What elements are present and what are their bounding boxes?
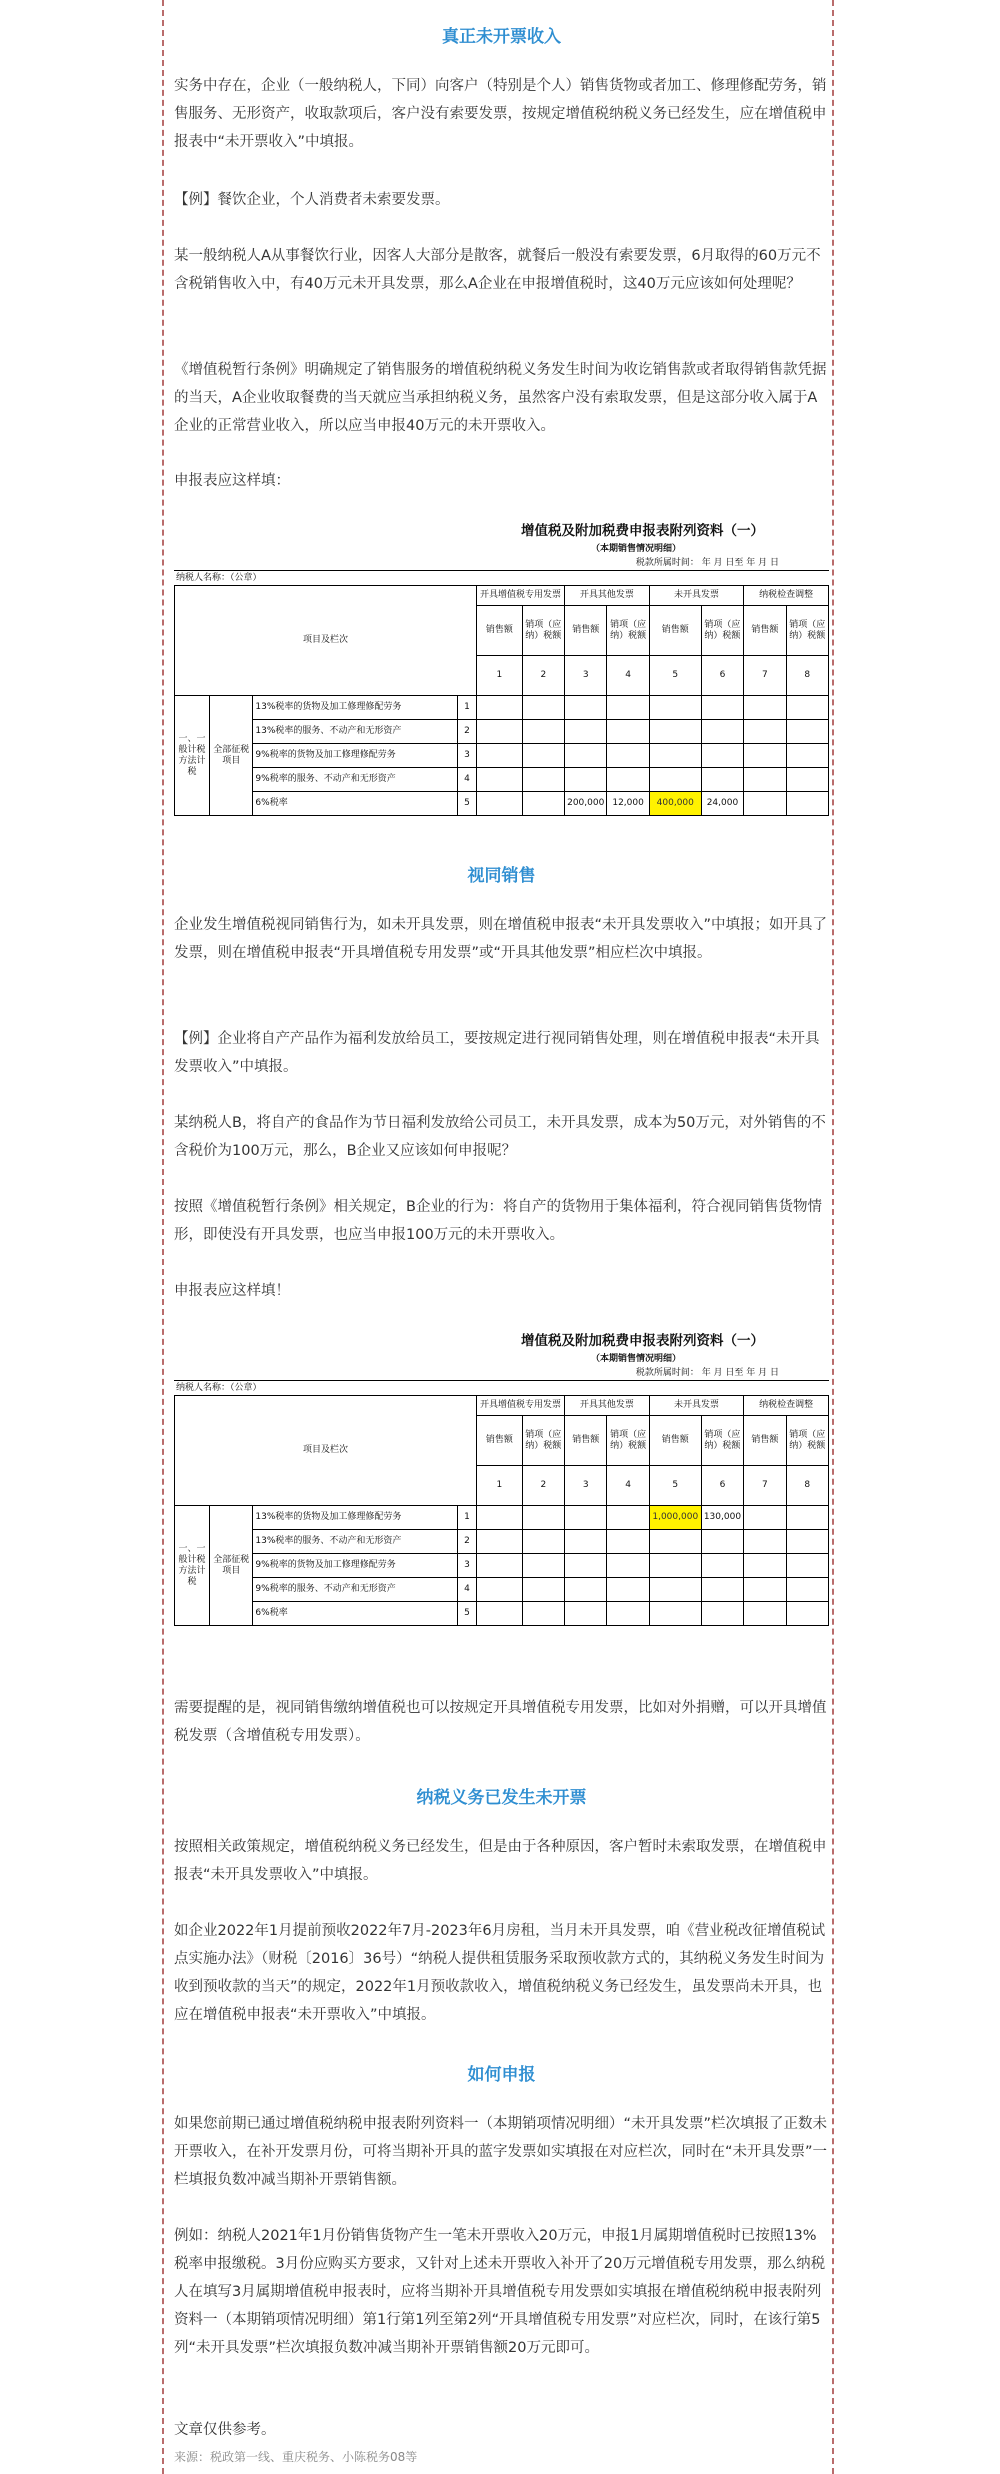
col-num: 8 xyxy=(786,656,828,696)
col-sub: 销项（应纳）税额 xyxy=(607,606,649,656)
col-group: 未开具发票 xyxy=(649,1396,743,1416)
row-name: 6%税率 xyxy=(253,792,458,816)
row-name: 13%税率的服务、不动产和无形资产 xyxy=(253,1530,458,1554)
paragraph: 某纳税人B，将自产的食品作为节日福利发放给公司员工，未开具发票，成本为50万元，对外销售的不含税价为100万元，那么，B企业又应该如何申报呢？ xyxy=(174,1115,826,1159)
col-group: 开具其他发票 xyxy=(565,586,650,606)
paragraph: 按照《增值税暂行条例》相关规定，B企业的行为：将自产的货物用于集体福利，符合视同销售货物情形，即使没有开具发票，也应当申报100万元的未开票收入。 xyxy=(174,1199,822,1243)
form-payer: 纳税人名称：（公章） xyxy=(174,570,829,585)
paragraph: 【例】企业将自产产品作为福利发放给员工，要按规定进行视同销售处理，则在增值税申报表“未开具发票收入”中填报。 xyxy=(174,1031,820,1075)
cell-value-highlight: 400,000 xyxy=(649,792,701,816)
row-no: 5 xyxy=(457,1602,476,1626)
section-heading: 纳税义务已发生未开票 xyxy=(416,1788,587,1808)
col-num: 5 xyxy=(649,1466,701,1506)
row-name: 9%税率的服务、不动产和无形资产 xyxy=(253,768,458,792)
col-sub: 销项（应纳）税额 xyxy=(701,606,743,656)
category-label: 一、一般计税方法计税 xyxy=(175,696,210,816)
paragraph: 例如：纳税人2021年1月份销售货物产生一笔未开票收入20万元，申报1月属期增值税时已按照13%税率申报缴税。3月份应购买方要求，又针对上述未开票收入补开了20万元增值税专用发票，那么纳税人在填写3月属期增值税申报表时，应将当期补开具增值税专用发票如实填报在增值税纳税申报表附列资料一（本期销项情况明细）第1行第1列至第2列“开具增值税专用发票”对应栏次，同时，在该行第5列“未开具发票”栏次填报负数冲减当期补开票销售额20万元即可。 xyxy=(174,2228,826,2356)
section-heading: 视同销售 xyxy=(467,866,536,886)
paragraph: 需要提醒的是，视同销售缴纳增值税也可以按规定开具增值税专用发票，比如对外捐赠，可以开具增值税发票（含增值税专用发票）。 xyxy=(174,1700,827,1744)
category-label: 一、一般计税方法计税 xyxy=(175,1506,210,1626)
paragraph: 实务中存在，企业（一般纳税人，下同）向客户（特别是个人）销售货物或者加工、修理修配劳务，销售服务、无形资产，收取款项后，客户没有索要发票，按规定增值税纳税义务已经发生，应在增值税申报表中“未开票收入”中填报。 xyxy=(174,78,827,150)
paragraph: 【例】餐饮企业，个人消费者未索要发票。 xyxy=(174,192,450,208)
col-num: 8 xyxy=(786,1466,828,1506)
col-num: 3 xyxy=(565,656,607,696)
row-name: 6%税率 xyxy=(253,1602,458,1626)
form-payer: 纳税人名称：（公章） xyxy=(174,1380,829,1395)
col-num: 1 xyxy=(477,1466,523,1506)
form-title: 增值税及附加税费申报表附列资料（一） xyxy=(521,523,764,539)
row-name: 9%税率的服务、不动产和无形资产 xyxy=(253,1578,458,1602)
paragraph: 按照相关政策规定，增值税纳税义务已经发生，但是由于各种原因，客户暂时未索取发票，在增值税申报表“未开具发票收入”中填报。 xyxy=(174,1839,827,1883)
form-subtitle: （本期销售情况明细） xyxy=(590,544,681,554)
row-name: 13%税率的服务、不动产和无形资产 xyxy=(253,720,458,744)
col-group: 纳税检查调整 xyxy=(744,586,829,606)
paragraph: 如企业2022年1月提前预收2022年7月-2023年6月房租，当月未开具发票，咱《营业税改征增值税试点实施办法》（财税〔2016〕36号）“纳税人提供租赁服务采取预收款方式的，其纳税义务发生时间为收到预收款的当天”的规定，2022年1月预收款收入，增值税纳税义务已经发生，虽发票尚未开具，也应在增值税申报表“未开票收入”中填报。 xyxy=(174,1923,826,2023)
section-heading: 真正未开票收入 xyxy=(442,27,561,47)
col-num: 7 xyxy=(744,656,786,696)
form-title: 增值税及附加税费申报表附列资料（一） xyxy=(521,1333,764,1349)
col-sub: 销售额 xyxy=(477,606,523,656)
col-num: 2 xyxy=(522,656,564,696)
row-no: 1 xyxy=(457,1506,476,1530)
col-sub: 销项（应纳）税额 xyxy=(522,1416,564,1466)
row-no: 3 xyxy=(457,744,476,768)
row-no: 2 xyxy=(457,1530,476,1554)
vat-form-table-2 xyxy=(174,1330,829,1626)
col-sub: 销项（应纳）税额 xyxy=(701,1416,743,1466)
category-label: 全部征税项目 xyxy=(209,696,252,816)
cell-value: 200,000 xyxy=(565,792,607,816)
vat-table xyxy=(174,585,829,816)
col-num: 7 xyxy=(744,1466,786,1506)
cell-value: 24,000 xyxy=(701,792,743,816)
row-no: 2 xyxy=(457,720,476,744)
row-no: 3 xyxy=(457,1554,476,1578)
col-sub: 销项（应纳）税额 xyxy=(522,606,564,656)
col-sub: 销售额 xyxy=(744,1416,786,1466)
row-no: 4 xyxy=(457,1578,476,1602)
paragraph: 如果您前期已通过增值税纳税申报表附列资料一（本期销项情况明细）“未开具发票”栏次填报了正数未开票收入，在补开发票月份，可将当期补开具的蓝字发票如实填报在对应栏次，同时在“未开具发票”一栏填报负数冲减当期补开票销售额。 xyxy=(174,2116,828,2188)
cell-value: 130,000 xyxy=(701,1506,743,1530)
form-period: 税款所属时间： 年 月 日至 年 月 日 xyxy=(635,1368,779,1378)
col-sub: 销售额 xyxy=(649,606,701,656)
col-group: 开具增值税专用发票 xyxy=(477,586,565,606)
paragraph: 文章仅供参考。 xyxy=(174,2422,276,2438)
paragraph: 《增值税暂行条例》明确规定了销售服务的增值税纳税义务发生时间为收讫销售款或者取得销售款凭据的当天，A企业收取餐费的当天就应当承担纳税义务，虽然客户没有索取发票，但是这部分收入属于A企业的正常营业收入，所以应当申报40万元的未开票收入。 xyxy=(174,362,827,434)
form-period: 税款所属时间： 年 月 日至 年 月 日 xyxy=(635,558,779,568)
col-sub: 销售额 xyxy=(565,606,607,656)
col-sub: 销售额 xyxy=(477,1416,523,1466)
col-num: 4 xyxy=(607,656,649,696)
col-sub: 销项（应纳）税额 xyxy=(607,1416,649,1466)
category-label: 全部征税项目 xyxy=(209,1506,252,1626)
source-note: 来源：税政第一线、重庆税务、小陈税务08等 xyxy=(174,2450,418,2464)
paragraph: 某一般纳税人A从事餐饮行业，因客人大部分是散客，就餐后一般没有索要发票，6月取得的60万元不含税销售收入中，有40万元未开具发票，那么A企业在申报增值税时，这40万元应该如何处理呢？ xyxy=(174,248,821,292)
col-sub: 销售额 xyxy=(744,606,786,656)
row-name: 13%税率的货物及加工修理修配劳务 xyxy=(253,1506,458,1530)
col-group: 纳税检查调整 xyxy=(744,1396,829,1416)
col-num: 3 xyxy=(565,1466,607,1506)
col-sub: 销售额 xyxy=(649,1416,701,1466)
col-group: 开具其他发票 xyxy=(565,1396,650,1416)
item-header: 项目及栏次 xyxy=(175,586,477,696)
col-sub: 销项（应纳）税额 xyxy=(786,1416,828,1466)
row-name: 9%税率的货物及加工修理修配劳务 xyxy=(253,1554,458,1578)
row-no: 1 xyxy=(457,696,476,720)
row-no: 4 xyxy=(457,768,476,792)
row-no: 5 xyxy=(457,792,476,816)
col-num: 5 xyxy=(649,656,701,696)
col-num: 4 xyxy=(607,1466,649,1506)
col-num: 2 xyxy=(522,1466,564,1506)
vat-table xyxy=(174,1395,829,1626)
col-group: 未开具发票 xyxy=(649,586,743,606)
col-num: 6 xyxy=(701,1466,743,1506)
vat-form-table-1 xyxy=(174,520,829,816)
paragraph: 申报表应这样填！ xyxy=(174,1283,290,1299)
form-subtitle: （本期销售情况明细） xyxy=(590,1354,681,1364)
item-header: 项目及栏次 xyxy=(175,1396,477,1506)
row-name: 13%税率的货物及加工修理修配劳务 xyxy=(253,696,458,720)
section-heading: 如何申报 xyxy=(467,2065,536,2085)
paragraph: 申报表应这样填： xyxy=(174,473,290,489)
cell-value-highlight: 1,000,000 xyxy=(649,1506,701,1530)
row-name: 9%税率的货物及加工修理修配劳务 xyxy=(253,744,458,768)
paragraph: 企业发生增值税视同销售行为，如未开具发票，则在增值税申报表“未开具发票收入”中填报；如开具了发票，则在增值税申报表“开具增值税专用发票”或“开具其他发票”相应栏次中填报。 xyxy=(174,917,828,961)
col-group: 开具增值税专用发票 xyxy=(477,1396,565,1416)
col-num: 6 xyxy=(701,656,743,696)
col-sub: 销项（应纳）税额 xyxy=(786,606,828,656)
cell-value: 12,000 xyxy=(607,792,649,816)
col-num: 1 xyxy=(477,656,523,696)
col-sub: 销售额 xyxy=(565,1416,607,1466)
